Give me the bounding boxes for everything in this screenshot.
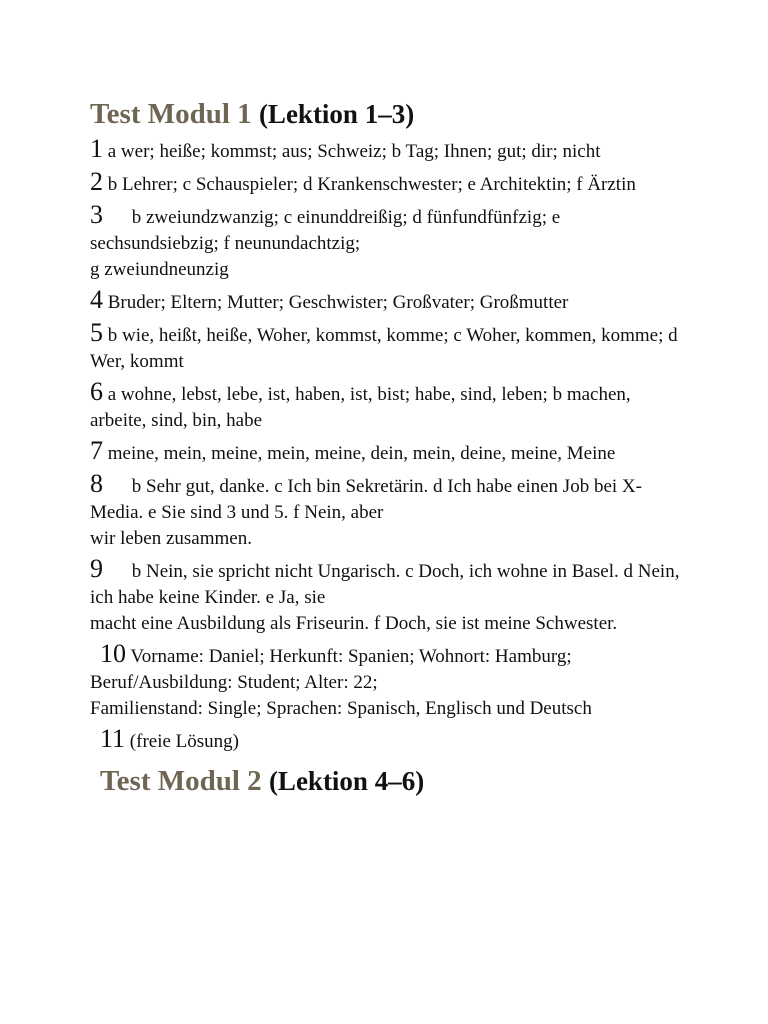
answer-item-6 (90, 379, 690, 434)
section-subtitle: (Lektion 4–6) (268, 766, 425, 796)
item-number: 11 (100, 724, 126, 753)
item-text: meine, mein, meine, mein, meine, dein, mein, deine, meine, Meine (107, 443, 616, 464)
item-text: b zweiundzwanzig; c einunddreißig; d fünfundfünfzig; e sechsundsiebzig; f neunundachtzig; (90, 207, 561, 254)
item-number: 5 (90, 318, 103, 347)
item-number: 7 (90, 436, 103, 465)
item-number: 6 (90, 377, 103, 406)
answer-key-page (90, 92, 690, 803)
section-title: Test Modul 1 (90, 98, 252, 130)
item-text-continued: wir leben zusammen. (90, 528, 252, 549)
item-text: b Nein, sie spricht nicht Ungarisch. c Doch, ich wohne in Basel. d Nein, ich habe keine Kinder. e Ja, sie (90, 561, 680, 608)
section-title: Test Modul 2 (100, 765, 262, 797)
answer-item-2 (90, 169, 690, 198)
item-text: b wie, heißt, heiße, Woher, kommst, komme; c Woher, kommen, komme; d Wer, kommt (90, 325, 678, 372)
answer-item-10 (90, 641, 690, 722)
item-number: 8 (90, 469, 103, 498)
answer-item-5 (90, 320, 690, 375)
section-heading-modul-2 (90, 759, 690, 803)
section-heading-modul-1 (90, 92, 690, 136)
answer-item-7 (90, 438, 690, 467)
item-number: 1 (90, 134, 103, 163)
answer-item-9 (90, 556, 690, 637)
item-number: 4 (90, 285, 103, 314)
item-text: (freie Lösung) (129, 731, 240, 752)
item-number: 3 (90, 200, 103, 229)
item-text: Bruder; Eltern; Mutter; Geschwister; Großvater; Großmutter (107, 292, 569, 313)
item-text: b Sehr gut, danke. c Ich bin Sekretärin. d Ich habe einen Job bei X-Media. e Sie sind 3 und 5. f Nein, aber (90, 476, 642, 523)
item-text-continued: g zweiundneunzig (90, 259, 229, 280)
item-text-continued: Familienstand: Single; Sprachen: Spanisch, Englisch und Deutsch (90, 698, 592, 719)
answer-item-4 (90, 287, 690, 316)
item-text: a wer; heiße; kommst; aus; Schweiz; b Tag; Ihnen; gut; dir; nicht (107, 141, 601, 162)
section-subtitle: (Lektion 1–3) (258, 99, 415, 129)
item-number: 9 (90, 554, 103, 583)
answer-item-11 (90, 726, 690, 755)
item-text: a wohne, lebst, lebe, ist, haben, ist, bist; habe, sind, leben; b machen, arbeite, sind, bin, habe (90, 384, 631, 431)
item-number: 10 (100, 639, 126, 668)
answer-item-1 (90, 136, 690, 165)
item-text-continued: macht eine Ausbildung als Friseurin. f Doch, sie ist meine Schwester. (90, 613, 618, 634)
item-number: 2 (90, 167, 103, 196)
answer-item-3 (90, 202, 690, 283)
answer-item-8 (90, 471, 690, 552)
item-text: b Lehrer; c Schauspieler; d Krankenschwester; e Architektin; f Ärztin (107, 174, 636, 195)
item-text: Vorname: Daniel; Herkunft: Spanien; Wohnort: Hamburg; Beruf/Ausbildung: Student; Alter: 22; (90, 646, 572, 693)
